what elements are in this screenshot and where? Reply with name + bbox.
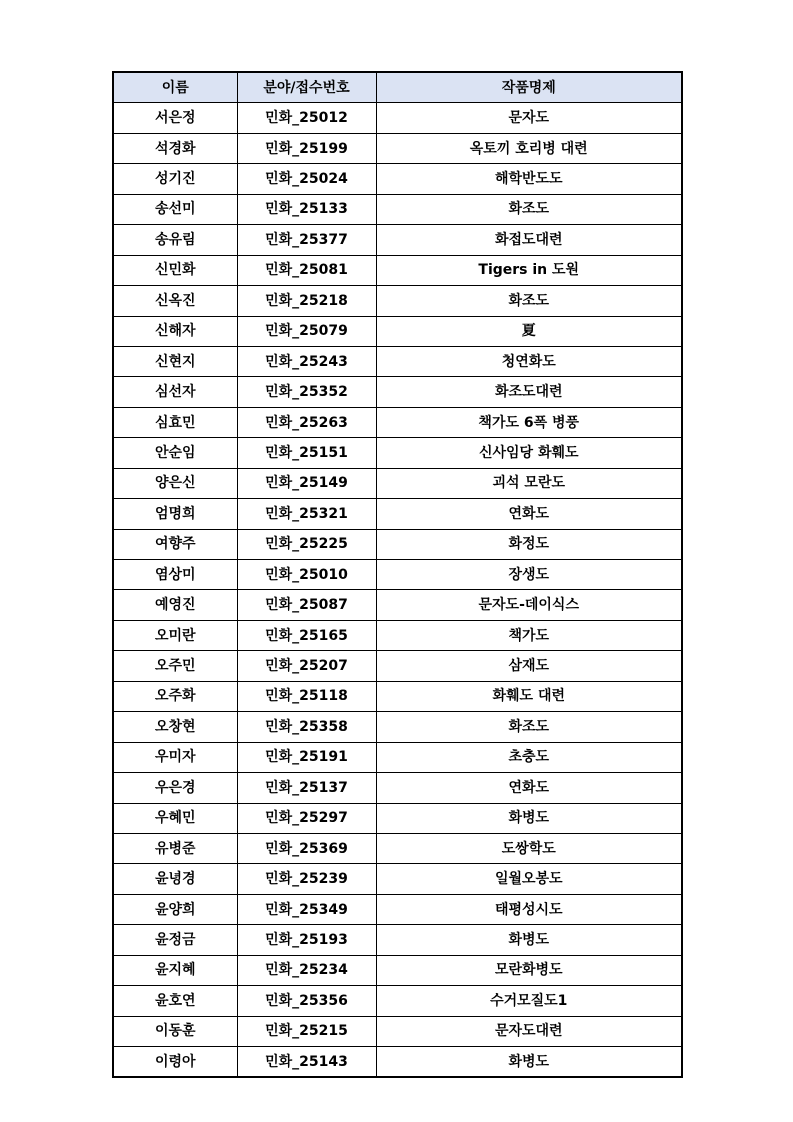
- table-row: [113, 407, 682, 437]
- cell-category-number: 민화_25024: [237, 164, 376, 194]
- table-row: [113, 499, 682, 529]
- cell-name: 우은경: [113, 773, 237, 803]
- header-row: [113, 72, 682, 103]
- cell-category-number: 민화_25225: [237, 529, 376, 559]
- cell-category-number: 민화_25151: [237, 438, 376, 468]
- cell-category-number: 민화_25199: [237, 133, 376, 163]
- cell-category-number: 민화_25218: [237, 286, 376, 316]
- cell-category-number: 민화_25079: [237, 316, 376, 346]
- cell-name: 윤양희: [113, 894, 237, 924]
- table-row: [113, 346, 682, 376]
- table-row: [113, 1047, 682, 1078]
- cell-name: 윤녕경: [113, 864, 237, 894]
- cell-work-title: 수거모질도1: [376, 986, 682, 1016]
- cell-name: 윤호연: [113, 986, 237, 1016]
- table-row: [113, 590, 682, 620]
- cell-name: 윤지혜: [113, 955, 237, 985]
- cell-category-number: 민화_25297: [237, 803, 376, 833]
- cell-category-number: 민화_25234: [237, 955, 376, 985]
- cell-category-number: 민화_25239: [237, 864, 376, 894]
- cell-category-number: 민화_25215: [237, 1016, 376, 1046]
- table-row: [113, 133, 682, 163]
- cell-category-number: 민화_25165: [237, 620, 376, 650]
- cell-name: 오주민: [113, 651, 237, 681]
- cell-category-number: 민화_25012: [237, 103, 376, 133]
- table-row: [113, 194, 682, 224]
- cell-name: 염상미: [113, 560, 237, 590]
- cell-name: 오창현: [113, 712, 237, 742]
- cell-category-number: 민화_25010: [237, 560, 376, 590]
- table-body: [113, 103, 682, 1078]
- table-row: [113, 316, 682, 346]
- header-category-number: 분야/접수번호: [237, 72, 376, 103]
- table-row: [113, 651, 682, 681]
- cell-category-number: 민화_25081: [237, 255, 376, 285]
- table-row: [113, 955, 682, 985]
- cell-work-title: Tigers in 도원: [376, 255, 682, 285]
- cell-category-number: 민화_25118: [237, 681, 376, 711]
- cell-work-title: 화병도: [376, 1047, 682, 1078]
- cell-work-title: 화조도: [376, 712, 682, 742]
- cell-name: 유병준: [113, 833, 237, 863]
- cell-work-title: 책가도: [376, 620, 682, 650]
- cell-category-number: 민화_25369: [237, 833, 376, 863]
- cell-name: 안순임: [113, 438, 237, 468]
- cell-work-title: 화훼도 대련: [376, 681, 682, 711]
- cell-name: 성기진: [113, 164, 237, 194]
- cell-name: 석경화: [113, 133, 237, 163]
- cell-work-title: 문자도대련: [376, 1016, 682, 1046]
- cell-category-number: 민화_25143: [237, 1047, 376, 1078]
- cell-work-title: 청연화도: [376, 346, 682, 376]
- cell-name: 오미란: [113, 620, 237, 650]
- cell-work-title: 연화도: [376, 499, 682, 529]
- header-work-title: 작품명제: [376, 72, 682, 103]
- table-row: [113, 468, 682, 498]
- table-row: [113, 864, 682, 894]
- table-row: [113, 894, 682, 924]
- table-row: [113, 255, 682, 285]
- cell-name: 송유림: [113, 225, 237, 255]
- table-row: [113, 438, 682, 468]
- cell-work-title: 화정도: [376, 529, 682, 559]
- cell-name: 여향주: [113, 529, 237, 559]
- cell-work-title: 태평성시도: [376, 894, 682, 924]
- cell-work-title: 삼재도: [376, 651, 682, 681]
- table-row: [113, 773, 682, 803]
- cell-name: 신현지: [113, 346, 237, 376]
- table-row: [113, 712, 682, 742]
- cell-work-title: 화병도: [376, 803, 682, 833]
- cell-name: 심효민: [113, 407, 237, 437]
- table-row: [113, 377, 682, 407]
- table-row: [113, 286, 682, 316]
- entries-table: [112, 71, 683, 1078]
- cell-name: 이동훈: [113, 1016, 237, 1046]
- table-row: [113, 1016, 682, 1046]
- cell-work-title: 화조도대련: [376, 377, 682, 407]
- cell-work-title: 화조도: [376, 286, 682, 316]
- cell-name: 신옥진: [113, 286, 237, 316]
- cell-work-title: 장생도: [376, 560, 682, 590]
- table-row: [113, 529, 682, 559]
- cell-work-title: 초충도: [376, 742, 682, 772]
- cell-work-title: 연화도: [376, 773, 682, 803]
- table-row: [113, 164, 682, 194]
- cell-category-number: 민화_25356: [237, 986, 376, 1016]
- cell-work-title: 화접도대련: [376, 225, 682, 255]
- cell-category-number: 민화_25137: [237, 773, 376, 803]
- cell-name: 서은정: [113, 103, 237, 133]
- cell-name: 엄명희: [113, 499, 237, 529]
- header-name: 이름: [113, 72, 237, 103]
- table-row: [113, 560, 682, 590]
- cell-work-title: 夏: [376, 316, 682, 346]
- table-row: [113, 803, 682, 833]
- cell-name: 우혜민: [113, 803, 237, 833]
- cell-name: 양은신: [113, 468, 237, 498]
- table-row: [113, 742, 682, 772]
- cell-work-title: 책가도 6폭 병풍: [376, 407, 682, 437]
- cell-work-title: 옥토끼 호리병 대련: [376, 133, 682, 163]
- cell-name: 예영진: [113, 590, 237, 620]
- cell-name: 오주화: [113, 681, 237, 711]
- cell-work-title: 문자도-데이식스: [376, 590, 682, 620]
- table-row: [113, 986, 682, 1016]
- table-row: [113, 620, 682, 650]
- cell-category-number: 민화_25191: [237, 742, 376, 772]
- cell-name: 신민화: [113, 255, 237, 285]
- cell-category-number: 민화_25263: [237, 407, 376, 437]
- table-row: [113, 833, 682, 863]
- table-row: [113, 681, 682, 711]
- cell-category-number: 민화_25193: [237, 925, 376, 955]
- table-row: [113, 103, 682, 133]
- table-row: [113, 925, 682, 955]
- cell-work-title: 신사임당 화훼도: [376, 438, 682, 468]
- cell-category-number: 민화_25352: [237, 377, 376, 407]
- cell-name: 우미자: [113, 742, 237, 772]
- cell-category-number: 민화_25349: [237, 894, 376, 924]
- cell-name: 신해자: [113, 316, 237, 346]
- cell-name: 윤정금: [113, 925, 237, 955]
- cell-work-title: 화조도: [376, 194, 682, 224]
- cell-name: 심선자: [113, 377, 237, 407]
- cell-category-number: 민화_25321: [237, 499, 376, 529]
- cell-category-number: 민화_25087: [237, 590, 376, 620]
- cell-category-number: 민화_25358: [237, 712, 376, 742]
- cell-work-title: 화병도: [376, 925, 682, 955]
- cell-category-number: 민화_25149: [237, 468, 376, 498]
- table-row: [113, 225, 682, 255]
- cell-work-title: 도쌍학도: [376, 833, 682, 863]
- document-page: [112, 71, 681, 1078]
- cell-work-title: 일월오봉도: [376, 864, 682, 894]
- cell-work-title: 해학반도도: [376, 164, 682, 194]
- cell-category-number: 민화_25133: [237, 194, 376, 224]
- cell-name: 송선미: [113, 194, 237, 224]
- cell-category-number: 민화_25377: [237, 225, 376, 255]
- table-header: [113, 72, 682, 103]
- cell-work-title: 모란화병도: [376, 955, 682, 985]
- cell-category-number: 민화_25207: [237, 651, 376, 681]
- cell-category-number: 민화_25243: [237, 346, 376, 376]
- cell-work-title: 괴석 모란도: [376, 468, 682, 498]
- cell-work-title: 문자도: [376, 103, 682, 133]
- cell-name: 이령아: [113, 1047, 237, 1078]
